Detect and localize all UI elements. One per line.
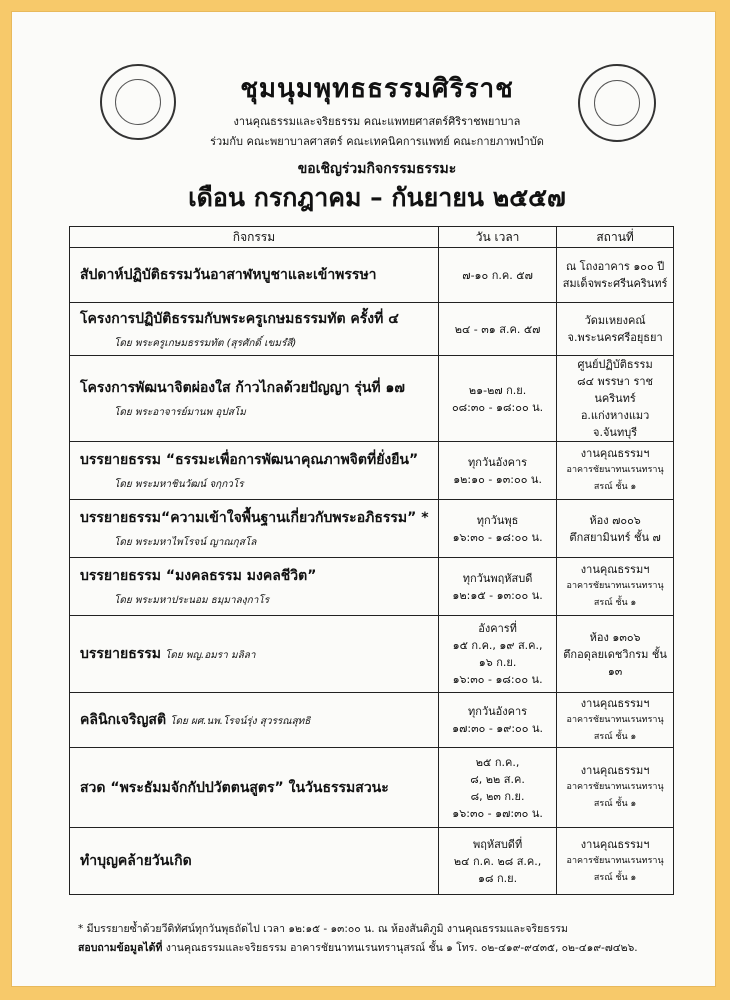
activity-speaker: โดย พระมหาประนอม ธมฺมาลงฺกาโร bbox=[114, 595, 270, 606]
organizer-line: งานคุณธรรมและจริยธรรม คณะแพทยศาสตร์ศิริราชพยาบาล bbox=[233, 115, 521, 128]
datetime-line: ทุกวันอังคาร bbox=[468, 705, 528, 718]
location-line: งานคุณธรรมฯ bbox=[580, 563, 650, 576]
location-line: สมเด็จพระศรีนครินทร์ bbox=[562, 277, 668, 290]
co-organizer-line: ร่วมกับ คณะพยาบาลศาสตร์ คณะเทคนิคการแพทย์ คณะกายภาพบำบัด bbox=[210, 135, 544, 148]
datetime-line: ๑๖:๓๐ - ๑๗:๓๐ น. bbox=[452, 806, 543, 820]
activity-title-text: สัปดาห์ปฏิบัติธรรมวันอาสาฬหบูชาและเข้าพรรษา bbox=[80, 267, 377, 283]
activity-cell bbox=[70, 748, 439, 828]
datetime-line: ๑๖ ก.ย. bbox=[478, 656, 517, 669]
table-row bbox=[70, 558, 674, 616]
activity-title-text: โครงการปฏิบัติธรรมกับพระครูเกษมธรรมทัต ครั้งที่ ๔ bbox=[80, 310, 399, 327]
activity-title bbox=[80, 777, 432, 799]
datetime-line: ๒๕ ก.ค., bbox=[475, 755, 520, 769]
activity-title bbox=[80, 850, 432, 872]
location-line: ห้อง ๗๐๐๖ bbox=[589, 513, 641, 527]
location-line: ห้อง ๑๓๐๖ bbox=[589, 630, 641, 644]
location-line: งานคุณธรรมฯ bbox=[580, 696, 650, 710]
location-line: ๘๔ พรรษา ราชนครินทร์ bbox=[577, 375, 654, 405]
invitation-heading: ขอเชิญร่วมกิจกรรมธรรมะ bbox=[297, 161, 457, 177]
activity-title bbox=[80, 264, 432, 286]
datetime-cell bbox=[438, 693, 556, 748]
activity-cell bbox=[70, 303, 439, 356]
datetime-cell bbox=[438, 616, 556, 693]
activity-title-text: บรรยายธรรม “ธรรมะเพื่อการพัฒนาคุณภาพจิตที่ยั่งยืน” bbox=[80, 452, 419, 468]
document-page bbox=[12, 12, 715, 986]
location-cell bbox=[557, 303, 674, 356]
location-line: อาคารชัยนาทนเรนทรานุสรณ์ ชั้น ๑ bbox=[566, 855, 664, 883]
activity-speaker: โดย พระอาจารย์มานพ อุปสโม bbox=[114, 407, 246, 418]
datetime-line: ๑๒:๑๕ - ๑๓:๐๐ น. bbox=[452, 588, 543, 602]
datetime-cell bbox=[438, 356, 556, 442]
column-header-location: สถานที่ bbox=[557, 227, 674, 248]
location-line: ศูนย์ปฏิบัติธรรม bbox=[577, 358, 653, 371]
location-line: ณ โถงอาคาร ๑๐๐ ปี bbox=[565, 260, 665, 273]
datetime-line: ๑๘ ก.ย. bbox=[478, 871, 518, 885]
datetime-line: ๒๔ ก.ค. ๒๘ ส.ค., bbox=[453, 854, 542, 868]
activity-title-text: ทำบุญคล้ายวันเกิด bbox=[80, 853, 192, 869]
footnote: * มีบรรยายซ้ำด้วยวีดิทัศน์ทุกวันพุธถัดไป เวลา ๑๒:๑๕ - ๑๓:๐๐ น. ณ ห้องสันติภูมิ งานคุณธรรมและจริยธรรม bbox=[78, 923, 568, 935]
location-cell bbox=[557, 693, 674, 748]
location-line: งานคุณธรรมฯ bbox=[580, 837, 650, 851]
datetime-line: ๑๗:๓๐ - ๑๙:๐๐ น. bbox=[452, 722, 543, 735]
activity-title-text: บรรยายธรรม“ความเข้าใจพื้นฐานเกี่ยวกับพระอภิธรรม” * bbox=[80, 510, 429, 526]
club-seal-logo bbox=[578, 64, 656, 142]
activity-title bbox=[80, 643, 432, 665]
activity-title bbox=[80, 308, 432, 330]
location-cell bbox=[557, 616, 674, 693]
page-title: ชุมนุมพุทธธรรมศิริราช bbox=[240, 74, 514, 104]
table-row bbox=[70, 500, 674, 558]
activity-title-text: บรรยายธรรม “มงคลธรรม มงคลชีวิต” bbox=[80, 568, 317, 584]
activity-title-text: คลินิกเจริญสติ bbox=[80, 712, 167, 728]
table-header-row bbox=[70, 227, 674, 248]
datetime-cell bbox=[438, 442, 556, 500]
activity-speaker: โดย ผศ.นพ.โรจน์รุ่ง สุวรรณสุทธิ bbox=[170, 716, 311, 727]
activity-title-text: บรรยายธรรม bbox=[80, 646, 162, 662]
table-row bbox=[70, 356, 674, 442]
activity-cell bbox=[70, 500, 439, 558]
location-cell bbox=[557, 500, 674, 558]
table-row bbox=[70, 828, 674, 895]
table-row bbox=[70, 248, 674, 303]
column-header-datetime: วัน เวลา bbox=[438, 227, 556, 248]
activity-speaker: โดย พญ.อมรา มลิลา bbox=[165, 650, 256, 661]
datetime-cell bbox=[438, 558, 556, 616]
location-line: จ.พระนครศรีอยุธยา bbox=[567, 331, 663, 344]
activity-title bbox=[80, 377, 432, 399]
activity-cell bbox=[70, 442, 439, 500]
datetime-cell bbox=[438, 248, 556, 303]
activity-cell bbox=[70, 558, 439, 616]
location-line: อาคารชัยนาทนเรนทรานุสรณ์ ชั้น ๑ bbox=[566, 581, 664, 608]
datetime-line: ทุกวันพุธ bbox=[476, 513, 519, 527]
contact-info bbox=[78, 939, 638, 956]
datetime-line: อังคารที่ bbox=[478, 622, 517, 635]
activity-cell bbox=[70, 248, 439, 303]
datetime-line: ๗-๑๐ ก.ค. ๕๗ bbox=[462, 268, 533, 282]
location-line: งานคุณธรรมฯ bbox=[580, 447, 650, 460]
location-cell bbox=[557, 442, 674, 500]
activity-title bbox=[80, 709, 432, 731]
activity-cell bbox=[70, 356, 439, 442]
location-cell bbox=[557, 558, 674, 616]
datetime-line: ๑๖:๓๐ - ๑๘:๐๐ น. bbox=[452, 530, 543, 544]
contact-details: งานคุณธรรมและจริยธรรม อาคารชัยนาทนเรนทรานุสรณ์ ชั้น ๑ โทร. ๐๒-๔๑๙-๙๔๓๕, ๐๒-๔๑๙-๗๔๒๖. bbox=[162, 942, 638, 954]
activity-cell bbox=[70, 828, 439, 895]
location-line: อาคารชัยนาทนเรนทรานุสรณ์ ชั้น ๑ bbox=[566, 782, 664, 809]
activity-cell bbox=[70, 693, 439, 748]
activity-cell bbox=[70, 616, 439, 693]
location-line: ตึกอดุลยเดชวิกรม ชั้น ๑๓ bbox=[563, 647, 667, 678]
datetime-line: ๘, ๒๓ ก.ย. bbox=[470, 789, 525, 803]
contact-label: สอบถามข้อมูลได้ที่ bbox=[78, 942, 163, 954]
location-cell bbox=[557, 748, 674, 828]
datetime-line: ๐๘:๓๐ - ๑๘:๐๐ น. bbox=[451, 400, 544, 414]
table-row bbox=[70, 693, 674, 748]
column-header-activity: กิจกรรม bbox=[70, 227, 439, 248]
location-line: อาคารชัยนาทนเรนทรานุสรณ์ ชั้น ๑ bbox=[566, 714, 664, 742]
location-line: ตึกสยามินทร์ ชั้น ๗ bbox=[569, 530, 661, 544]
activity-title bbox=[80, 507, 432, 529]
datetime-line: ทุกวันอังคาร bbox=[468, 455, 528, 469]
table-row bbox=[70, 616, 674, 693]
datetime-line: ๒๑-๒๗ ก.ย. bbox=[468, 383, 527, 397]
schedule-table bbox=[69, 226, 674, 895]
datetime-line: ๒๔ - ๓๑ ส.ค. ๕๗ bbox=[454, 322, 541, 336]
location-line: วัดมเหยงคณ์ bbox=[584, 314, 646, 327]
activity-title bbox=[80, 449, 432, 471]
datetime-line: ๑๒:๑๐ - ๑๓:๐๐ น. bbox=[453, 472, 542, 486]
location-cell bbox=[557, 356, 674, 442]
location-line: อ.แก่งหางแมว จ.จันทบุรี bbox=[580, 409, 650, 439]
datetime-cell bbox=[438, 500, 556, 558]
table-row bbox=[70, 303, 674, 356]
activity-title bbox=[80, 565, 432, 587]
datetime-cell bbox=[438, 828, 556, 895]
datetime-line: ๑๕ ก.ค., ๑๙ ส.ค., bbox=[452, 639, 543, 652]
datetime-cell bbox=[438, 748, 556, 828]
activity-speaker: โดย พระมหาไพโรจน์ ญาณกุสโล bbox=[114, 537, 257, 548]
datetime-cell bbox=[438, 303, 556, 356]
table-row bbox=[70, 442, 674, 500]
activity-speaker: โดย พระมหาชินวัฒน์ จกฺกวโร bbox=[114, 479, 244, 490]
datetime-line: พฤหัสบดีที่ bbox=[472, 837, 523, 851]
header bbox=[12, 12, 715, 212]
datetime-line: ๑๖:๓๐ - ๑๘:๐๐ น. bbox=[452, 673, 543, 686]
datetime-line: ๘, ๒๒ ส.ค. bbox=[470, 772, 525, 786]
datetime-line: ทุกวันพฤหัสบดี bbox=[462, 571, 533, 585]
location-cell bbox=[557, 828, 674, 895]
location-line: อาคารชัยนาทนเรนทรานุสรณ์ ชั้น ๑ bbox=[566, 465, 664, 492]
table-row bbox=[70, 748, 674, 828]
location-line: งานคุณธรรมฯ bbox=[580, 764, 650, 777]
location-cell bbox=[557, 248, 674, 303]
activity-speaker: โดย พระครูเกษมธรรมทัต (สุรศักดิ์ เขมรํสี) bbox=[114, 337, 297, 349]
activity-title-text: สวด “พระธัมมจักกัปปวัตตนสูตร” ในวันธรรมสวนะ bbox=[80, 779, 389, 796]
month-range-heading: เดือน กรกฎาคม – กันยายน ๒๕๕๗ bbox=[188, 183, 566, 212]
activity-title-text: โครงการพัฒนาจิตผ่องใส ก้าวไกลด้วยปัญญา รุ่นที่ ๑๗ bbox=[80, 380, 405, 396]
